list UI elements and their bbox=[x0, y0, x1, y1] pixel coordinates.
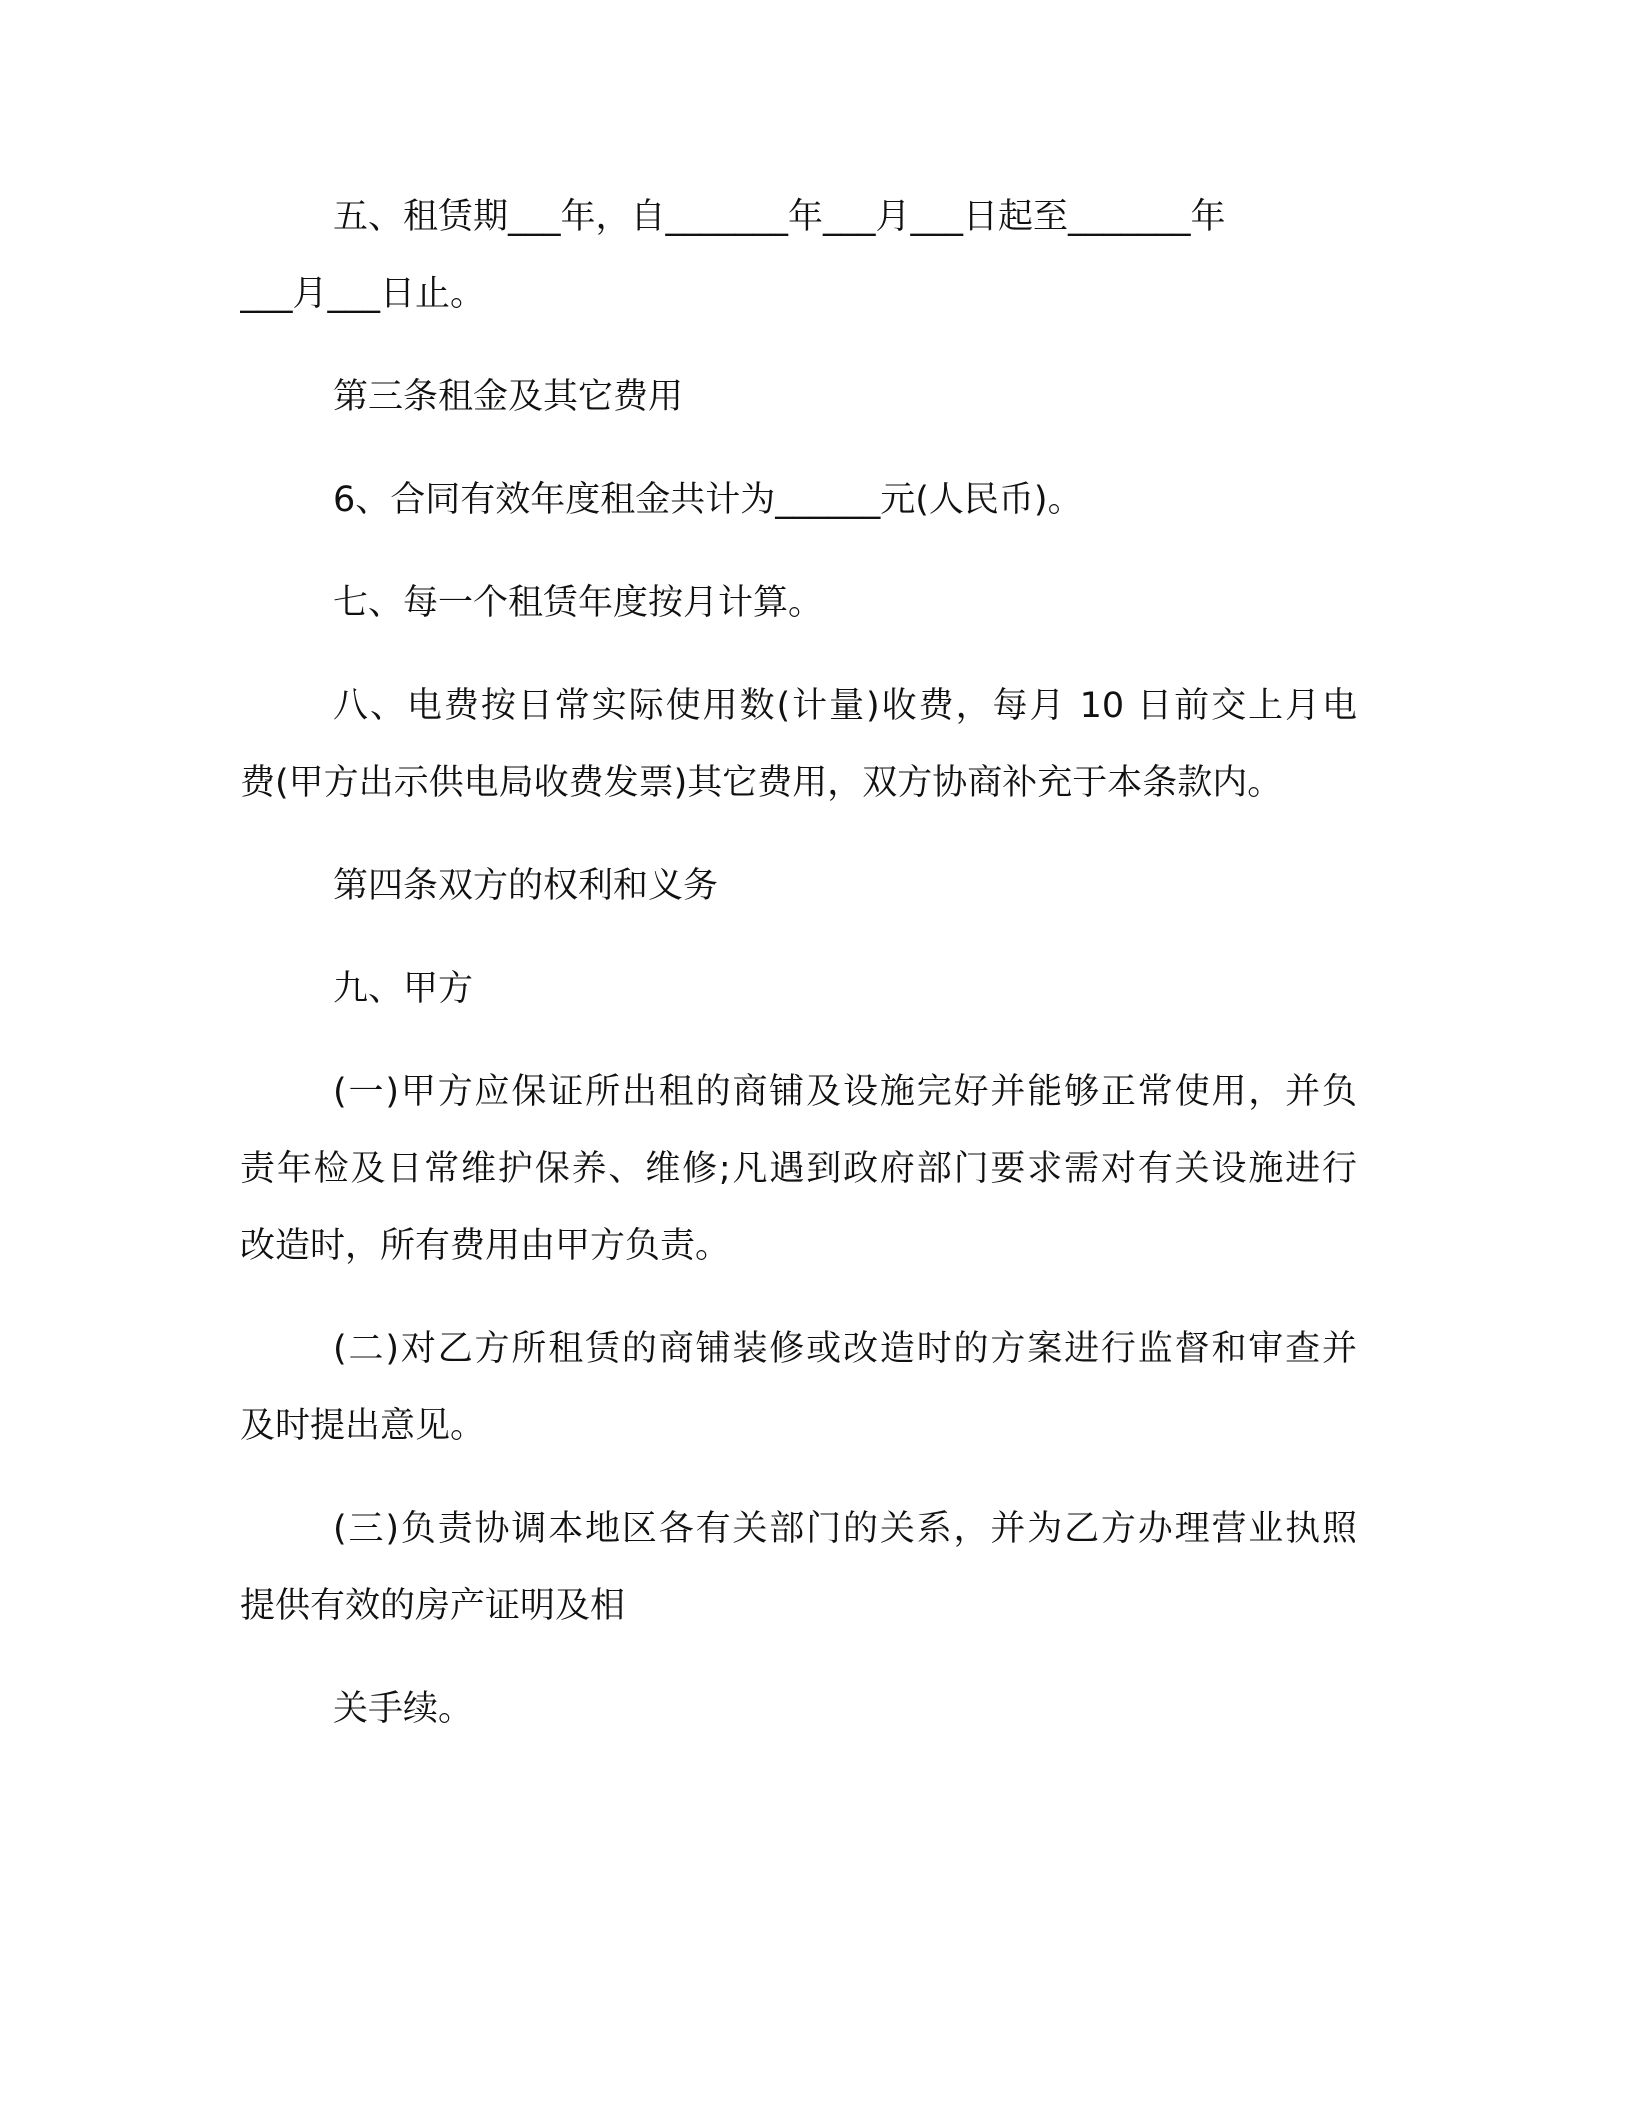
text-line: 6、合同有效年度租金共计为______元(人民币)。 bbox=[333, 480, 1083, 520]
clause-party-a bbox=[240, 951, 1357, 1028]
clause-party-a-item-1 bbox=[240, 1054, 1357, 1285]
section-heading: 第四条双方的权利和义务 bbox=[333, 866, 719, 906]
clause-party-a-item-3 bbox=[240, 1491, 1357, 1645]
section-heading: 第三条租金及其它费用 bbox=[333, 377, 684, 417]
text-line: 及时提出意见。 bbox=[240, 1406, 486, 1446]
text-line: (一)甲方应保证所出租的商铺及设施完好并能够正常使用，并负 bbox=[333, 1072, 1357, 1112]
text-line: 关手续。 bbox=[333, 1689, 474, 1729]
text-line: 五、租赁期___年，自_______年___月___日起至_______年 bbox=[333, 197, 1226, 237]
text-line: ___月___日止。 bbox=[240, 274, 486, 314]
text-line: 提供有效的房产证明及相 bbox=[240, 1586, 626, 1626]
text-line: (二)对乙方所租赁的商铺装修或改造时的方案进行监督和审查并 bbox=[333, 1329, 1357, 1369]
clause-monthly-calc bbox=[240, 565, 1357, 642]
text-line: 九、甲方 bbox=[333, 969, 474, 1009]
text-line: 费(甲方出示供电局收费发票)其它费用，双方协商补充于本条款内。 bbox=[240, 763, 1283, 803]
clause-annual-rent bbox=[240, 462, 1357, 539]
clause-continuation bbox=[240, 1671, 1357, 1748]
document-body bbox=[240, 179, 1357, 1774]
section-heading-article-3 bbox=[240, 359, 1357, 436]
text-line: (三)负责协调本地区各有关部门的关系，并为乙方办理营业执照 bbox=[333, 1509, 1357, 1549]
clause-party-a-item-2 bbox=[240, 1311, 1357, 1465]
clause-lease-term bbox=[240, 179, 1357, 333]
text-line: 八、电费按日常实际使用数(计量)收费，每月 10 日前交上月电 bbox=[333, 686, 1357, 726]
text-line: 七、每一个租赁年度按月计算。 bbox=[333, 583, 824, 623]
text-line: 改造时，所有费用由甲方负责。 bbox=[240, 1226, 731, 1266]
section-heading-article-4 bbox=[240, 848, 1357, 925]
text-line: 责年检及日常维护保养、维修;凡遇到政府部门要求需对有关设施进行 bbox=[240, 1149, 1357, 1189]
clause-electricity bbox=[240, 668, 1357, 822]
